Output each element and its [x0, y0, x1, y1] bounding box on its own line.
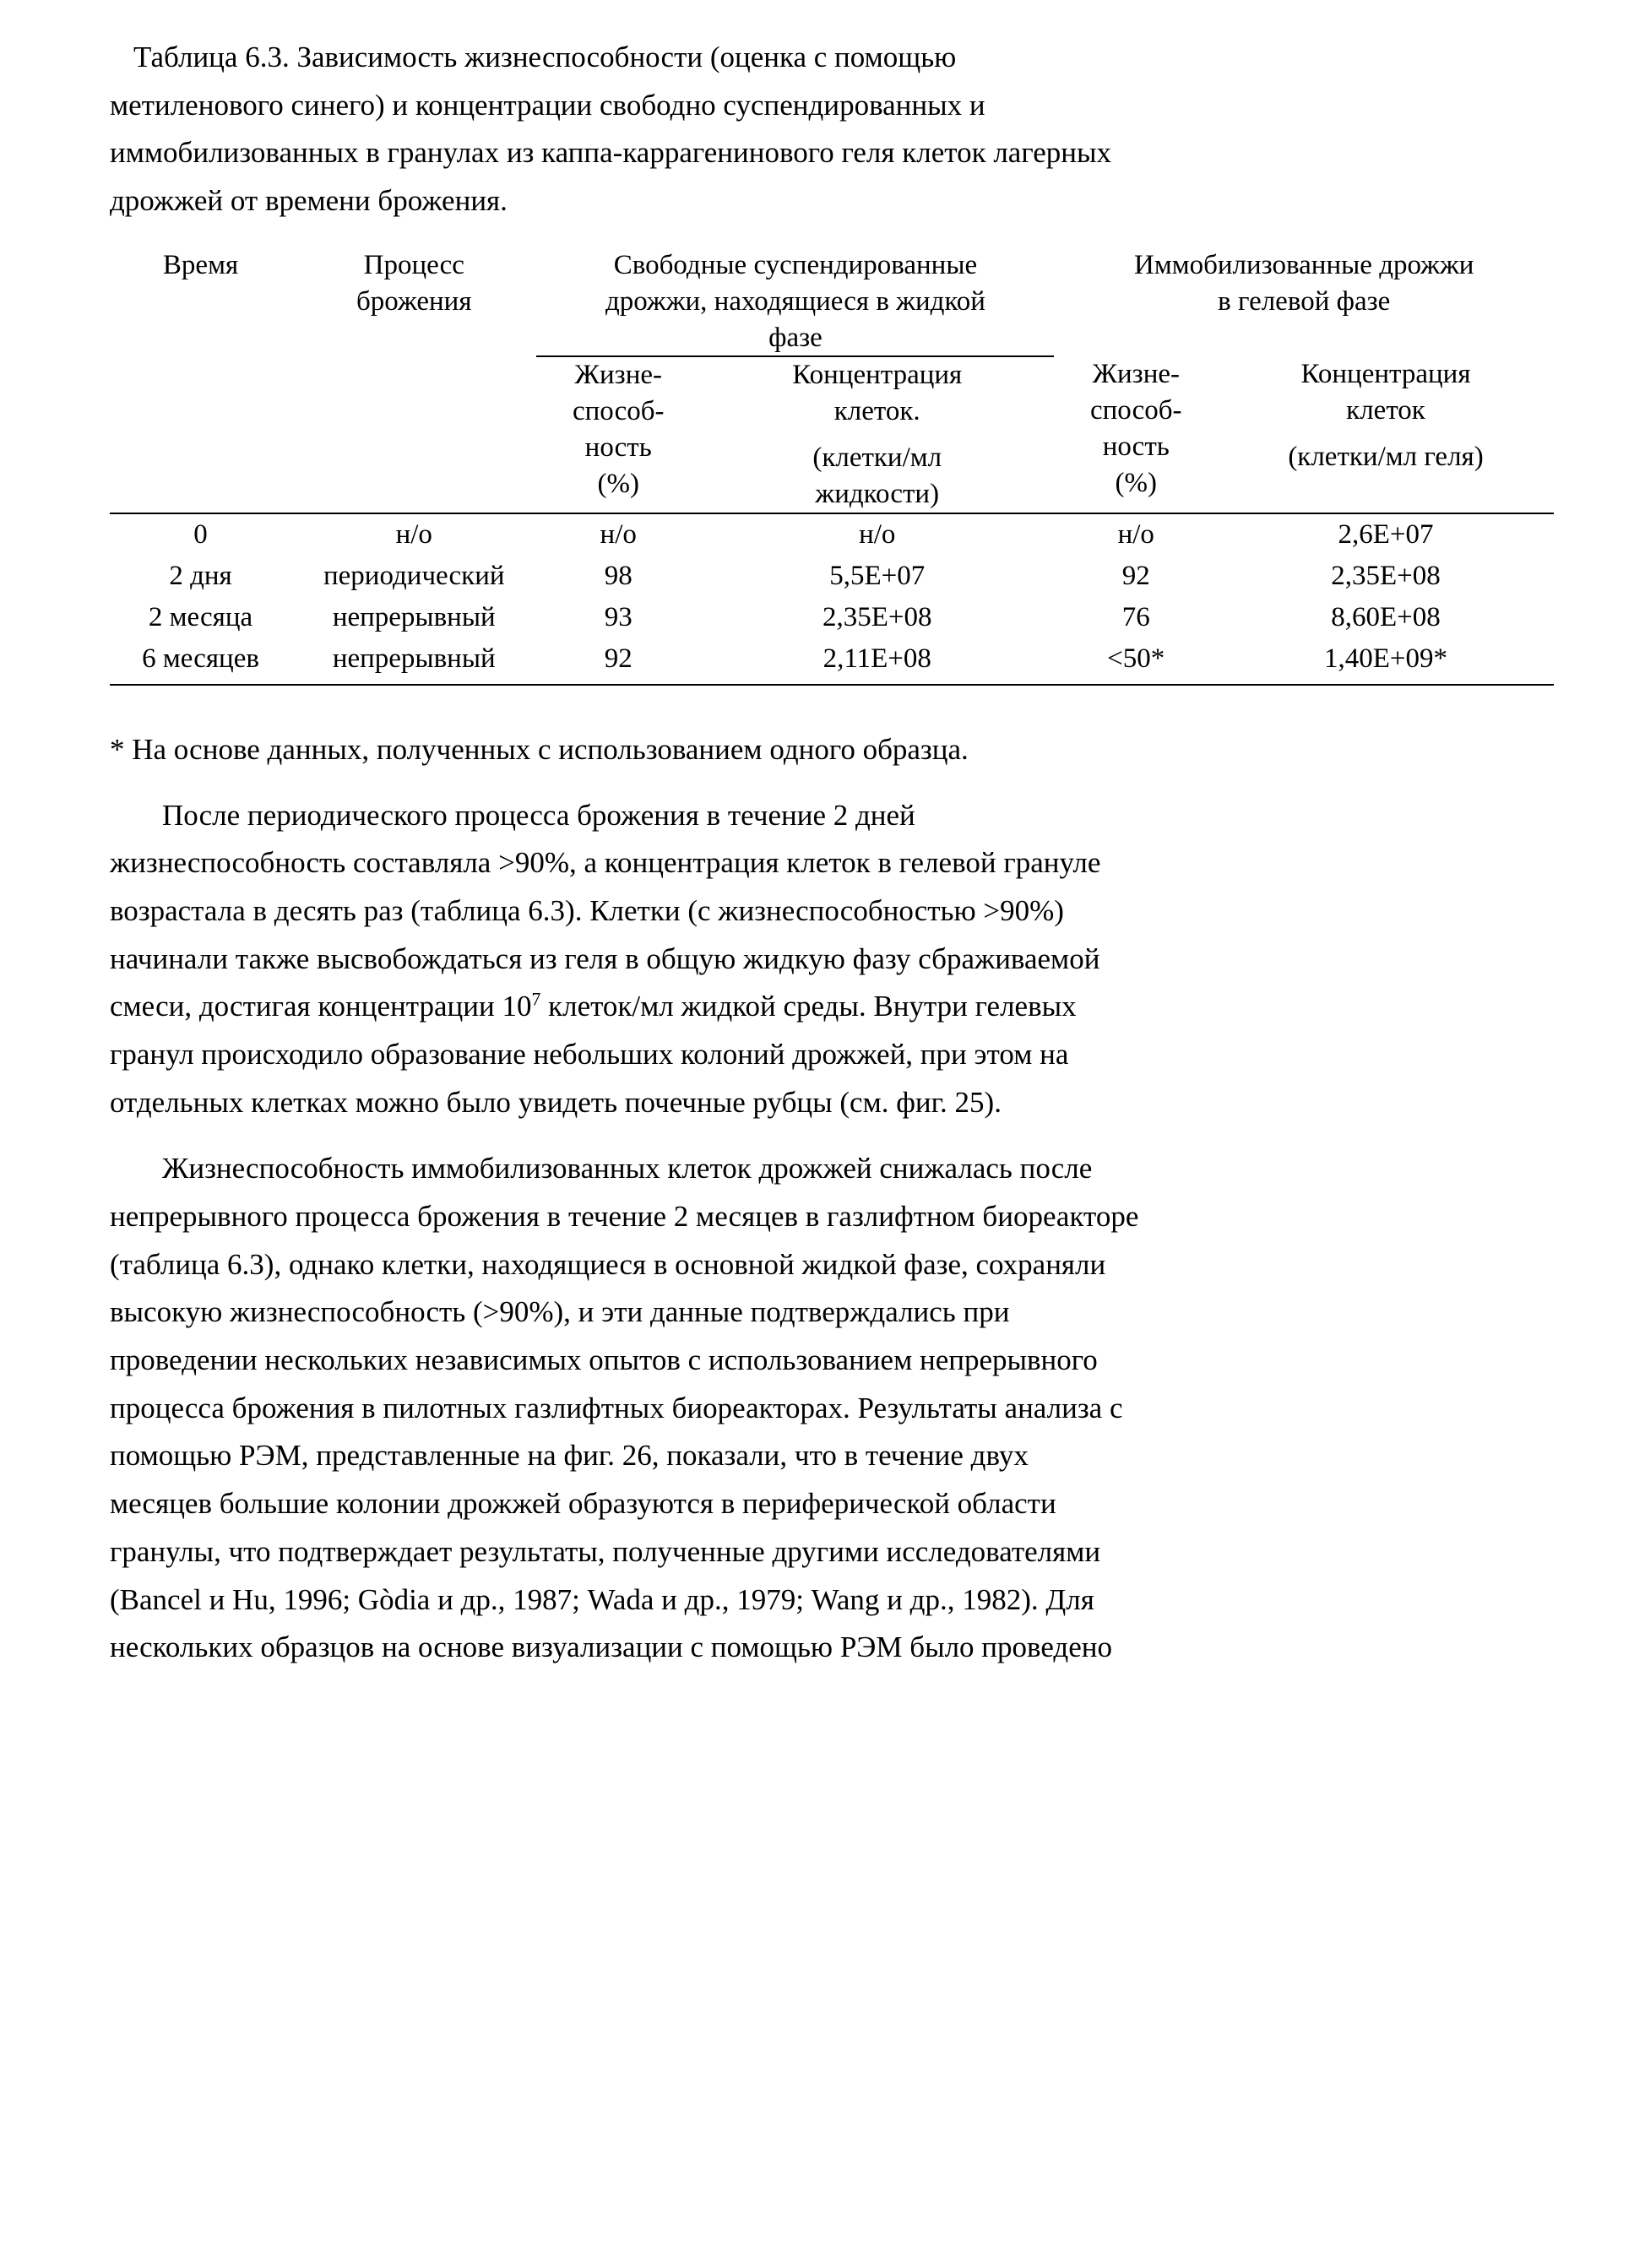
- header-free-viability-line1: Жизне-: [574, 360, 662, 391]
- cell-free-concentration: 5,5Е+07: [829, 560, 926, 591]
- header-imm-conc-line3: (клетки/мл геля): [1288, 442, 1484, 473]
- header-imm-viability-line1: Жизне-: [1092, 359, 1181, 390]
- table-row: [110, 597, 1554, 638]
- header-spacer-process: [291, 356, 536, 513]
- header-process: [291, 247, 536, 357]
- cell-imm-concentration: 8,60Е+08: [1331, 601, 1441, 632]
- paragraph-line-with-superscript: [110, 983, 1552, 1031]
- cell-time: 2 месяца: [148, 601, 253, 632]
- paragraph-line: высокую жизнеспособность (>90%), и эти данные подтверждались при: [110, 1295, 1010, 1329]
- paragraph-line: возрастала в десять раз (таблица 6.3). Клетки (с жизнеспособностью >90%): [110, 893, 1064, 927]
- cell-free-viability: 92: [536, 638, 700, 685]
- header-imm-viability-line2: способ-: [1089, 395, 1182, 426]
- header-free-viability-line4: (%): [597, 469, 639, 500]
- paragraph-line: процесса брожения в пилотных газлифтных биореакторах. Результаты анализа с: [110, 1391, 1123, 1424]
- paragraph-line: непрерывного процесса брожения в течение 2 месяцев в газлифтном биореакторе: [110, 1200, 1139, 1234]
- paragraph-line: месяцев большие колонии дрожжей образуются в периферической области: [110, 1487, 1056, 1521]
- header-free-concentration: [700, 356, 1054, 513]
- table-container: [110, 247, 1554, 686]
- paragraph-line: отдельных клетках можно было увидеть почечные рубцы (см. фиг. 25).: [110, 1085, 1002, 1119]
- line-text-before-sup: смеси, достигая концентрации 10: [110, 990, 532, 1023]
- cell-free-concentration: 2,11Е+08: [700, 638, 1054, 685]
- header-free-conc-line4: жидкости): [815, 479, 940, 510]
- cell-imm-viability: н/о: [1054, 513, 1218, 556]
- cell-free-viability: 98: [604, 560, 632, 591]
- paragraph-line: Жизнеспособность иммобилизованных клеток дрожжей снижалась после: [162, 1152, 1093, 1186]
- header-imm-line1: Иммобилизованные дрожжи: [1134, 249, 1474, 280]
- cell-imm-concentration: 2,35Е+08: [1331, 560, 1441, 591]
- header-imm-viability-line3: ность: [1102, 431, 1170, 463]
- header-free-group: [536, 247, 1054, 357]
- caption-line: Таблица 6.3. Зависимость жизнеспособности (оценка с помощью: [133, 41, 957, 73]
- cell-free-viability: 93: [604, 601, 632, 632]
- paragraph-two: [110, 1145, 1552, 1672]
- table-head: [110, 247, 1554, 513]
- cell-time: 6 месяцев: [110, 638, 291, 685]
- header-process-line2: брожения: [356, 285, 472, 317]
- caption-line: иммобилизованных в гранулах из каппа-каррагенинового геля клеток лагерных: [110, 136, 1112, 170]
- header-row-subcolumns: [110, 356, 1554, 513]
- paragraph-line: гранул происходило образование небольших колоний дрожжей, при этом на: [110, 1037, 1069, 1071]
- caption-line: дрожжей от времени брожения.: [110, 184, 508, 218]
- header-time: Время: [162, 249, 239, 280]
- paragraph-line: После периодического процесса брожения в течение 2 дней: [162, 798, 915, 832]
- header-imm-viability: [1054, 356, 1218, 513]
- cell-imm-viability: 76: [1121, 601, 1150, 632]
- cell-free-concentration: 2,35Е+08: [822, 601, 932, 632]
- table-row: [110, 638, 1554, 685]
- paragraph-line: начинали также высвобождаться из геля в общую жидкую фазу сбраживаемой: [110, 941, 1100, 975]
- header-gap: [700, 430, 1054, 440]
- header-free-viability-line2: способ-: [572, 396, 665, 427]
- header-free-line3: фазе: [768, 322, 822, 353]
- table-caption: [110, 34, 1552, 225]
- viability-table: [110, 247, 1554, 686]
- header-imm-group: [1054, 247, 1554, 357]
- cell-imm-viability: 92: [1121, 560, 1150, 591]
- header-free-conc-line2: клеток.: [833, 396, 920, 427]
- paragraph-line: (Bancel и Hu, 1996; Gòdia и др., 1987; Wada и др., 1979; Wang и др., 1982). Для: [110, 1582, 1094, 1616]
- header-free-line1: Свободные суспендированные: [613, 249, 978, 280]
- header-free-conc-line1: Концентрация: [792, 360, 963, 391]
- cell-process: периодический: [323, 560, 505, 591]
- cell-time: 2 дня: [169, 560, 232, 591]
- header-free-line2: дрожжи, находящиеся в жидкой: [605, 285, 985, 317]
- cell-free-viability: н/о: [536, 513, 700, 556]
- header-spacer-time: [110, 356, 291, 513]
- header-row-groups: [110, 247, 1554, 357]
- table-row: [110, 513, 1554, 556]
- cell-imm-concentration: 1,40Е+09*: [1218, 638, 1554, 685]
- header-process-line1: Процесс: [363, 249, 464, 280]
- cell-process: н/о: [291, 513, 536, 556]
- cell-time: 0: [110, 513, 291, 556]
- header-imm-concentration: [1218, 356, 1554, 513]
- cell-imm-concentration: 2,6Е+07: [1218, 513, 1554, 556]
- header-free-viability: [536, 356, 700, 513]
- header-imm-viability-line4: (%): [1115, 468, 1157, 499]
- header-free-viability-line3: ность: [584, 432, 652, 464]
- line-text-after-sup: клеток/мл жидкой среды. Внутри гелевых: [540, 990, 1077, 1023]
- cell-imm-viability: <50*: [1054, 638, 1218, 685]
- table-body: [110, 513, 1554, 685]
- paragraph-line: жизнеспособность составляла >90%, а концентрация клеток в гелевой грануле: [110, 846, 1101, 880]
- paragraph-line: проведении нескольких независимых опытов с использованием непрерывного: [110, 1343, 1098, 1377]
- paragraph-line: нескольких образцов на основе визуализации с помощью РЭМ было проведено: [110, 1630, 1112, 1664]
- cell-free-concentration: н/о: [700, 513, 1054, 556]
- paragraph-line: помощью РЭМ, представленные на фиг. 26, показали, что в течение двух: [110, 1439, 1029, 1473]
- header-imm-conc-line1: Концентрация: [1300, 359, 1471, 390]
- table-row: [110, 556, 1554, 597]
- paragraph-one: [110, 792, 1552, 1127]
- paragraph-line: (таблица 6.3), однако клетки, находящиеся в основной жидкой фазе, сохраняли: [110, 1247, 1106, 1281]
- header-imm-conc-line2: клеток: [1346, 395, 1425, 426]
- superscript-exponent: 7: [531, 989, 541, 1010]
- cell-process: непрерывный: [291, 638, 536, 685]
- paragraph-line: гранулы, что подтверждает результаты, полученные другими исследователями: [110, 1534, 1101, 1568]
- caption-line: метиленового синего) и концентрации свободно суспендированных и: [110, 88, 985, 122]
- table-footnote: * На основе данных, полученных с использованием одного образца.: [110, 732, 969, 766]
- header-gap: [1218, 429, 1554, 439]
- header-imm-line2: в гелевой фазе: [1218, 285, 1391, 317]
- cell-process: непрерывный: [332, 601, 496, 632]
- header-free-conc-line3: (клетки/мл: [812, 442, 942, 474]
